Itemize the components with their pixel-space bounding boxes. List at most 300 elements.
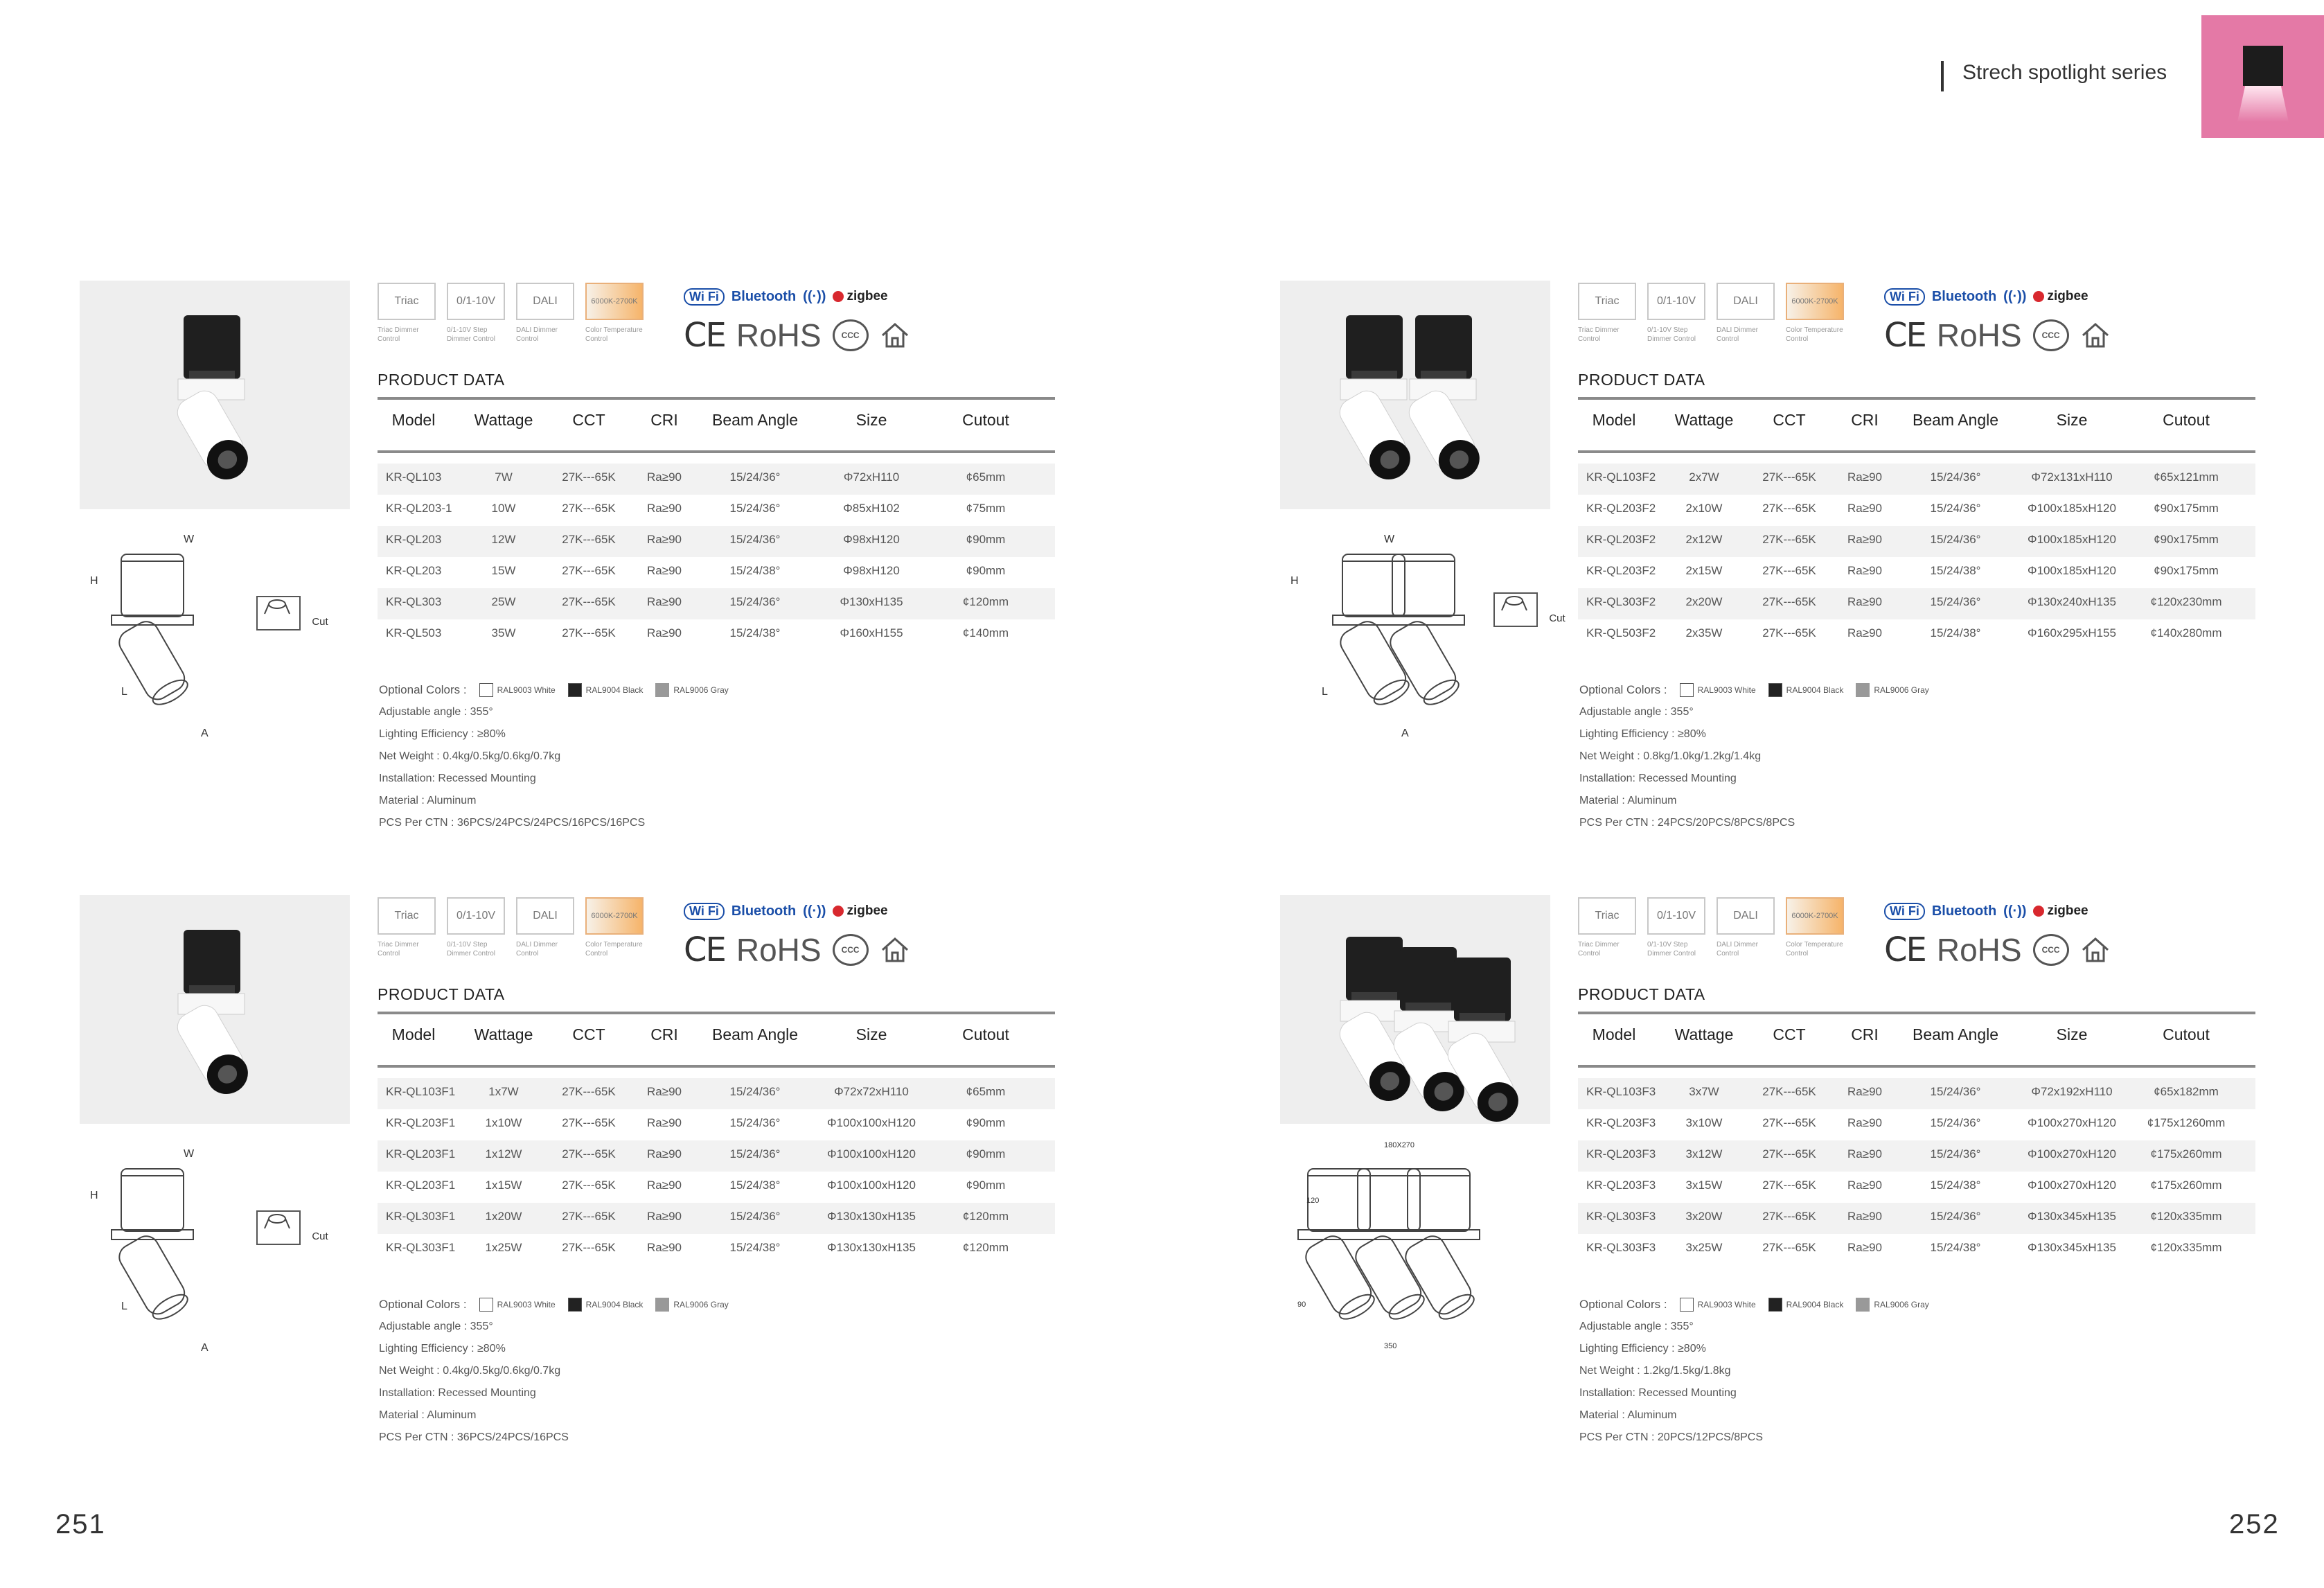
table-cell: Φ98xH120 <box>843 533 900 546</box>
table-row <box>378 588 1055 619</box>
black-swatch-label: RAL9004 Black <box>585 685 644 695</box>
table-cell: 1x20W <box>485 1210 522 1223</box>
table-cell: 15/24/36° <box>1930 1147 1981 1161</box>
wifi-icon: Wi Fi <box>684 288 725 306</box>
control-badge-caption: DALI Dimmer Control <box>516 326 558 343</box>
table-cell: Φ72x192xH110 <box>2031 1085 2113 1098</box>
spec-line: PCS Per CTN : 36PCS/24PCS/16PCS <box>379 1431 569 1443</box>
table-cell: Ra≥90 <box>1847 1085 1882 1098</box>
control-badge-label: 6000K-2700K <box>585 283 644 320</box>
table-cell: ¢175x260mm <box>2150 1147 2222 1161</box>
table-row <box>378 619 1055 651</box>
product-photo <box>1280 281 1550 509</box>
spec-line: Installation: Recessed Mounting <box>1579 773 1737 784</box>
light-beam-icon <box>2237 86 2289 122</box>
control-badge-label: DALI <box>1717 283 1775 320</box>
wifi-icon: Wi Fi <box>1884 903 1925 920</box>
table-cell: ¢175x260mm <box>2150 1179 2222 1192</box>
column-header: Beam Angle <box>711 1025 799 1043</box>
certifications <box>1884 283 2134 355</box>
control-badge <box>1717 283 1779 344</box>
rohs-mark-icon: RoHS <box>736 317 822 353</box>
spec-line: Lighting Efficiency : ≥80% <box>1579 1343 1706 1355</box>
table-cell: Ra≥90 <box>1847 533 1882 546</box>
zigbee-label: zigbee <box>846 289 888 303</box>
table-cell: 27K---65K <box>1762 626 1816 639</box>
table-cell: ¢90x175mm <box>2154 502 2219 515</box>
table-cell: Φ100x100xH120 <box>827 1147 916 1161</box>
table-cell: Ra≥90 <box>1847 1210 1882 1223</box>
table-cell: Ra≥90 <box>1847 1116 1882 1129</box>
home-icon <box>880 935 910 965</box>
rohs-mark-icon: RoHS <box>736 932 822 968</box>
table-cell: ¢140x280mm <box>2150 626 2222 639</box>
table-cell: 1x10W <box>485 1116 522 1129</box>
spec-line: Material : Aluminum <box>1579 1409 1677 1421</box>
table-cell: ¢90mm <box>966 564 1006 577</box>
product-block <box>1280 895 2324 1491</box>
table-cell: ¢120mm <box>962 1241 1009 1254</box>
control-badge <box>447 283 509 344</box>
column-header: Wattage <box>1674 411 1734 429</box>
table-cell: 27K---65K <box>562 1179 616 1192</box>
table-cell: ¢140mm <box>962 626 1009 639</box>
table-cell: 15/24/36° <box>729 1085 781 1098</box>
control-badge-caption: 0/1-10V Step Dimmer Control <box>447 326 496 343</box>
zigbee-icon <box>833 289 887 304</box>
page-number-left: 251 <box>55 1509 106 1540</box>
table-cell: Ra≥90 <box>647 1085 682 1098</box>
table-cell: 27K---65K <box>1762 470 1816 484</box>
table-cell: 15/24/38° <box>1930 626 1981 639</box>
control-badge <box>1578 897 1640 958</box>
table-row <box>378 1140 1055 1172</box>
column-header: Wattage <box>474 1025 533 1043</box>
table-cell: ¢90x175mm <box>2154 533 2219 546</box>
radio-icon: ((·)) <box>803 903 826 919</box>
control-badge-label: Triac <box>378 897 436 935</box>
spec-line: Adjustable angle : 355° <box>379 1321 493 1332</box>
table-cell: Φ72x72xH110 <box>834 1085 909 1098</box>
table-cell: 15/24/36° <box>729 1147 781 1161</box>
table-cell: KR-QL103F3 <box>1586 1085 1656 1098</box>
page-number-right: 252 <box>2229 1509 2280 1540</box>
table-cell: 27K---65K <box>562 1241 616 1254</box>
dimension-label: 90 <box>1297 1300 1306 1309</box>
table-row <box>1578 557 2255 588</box>
table-cell: KR-QL203F1 <box>386 1179 456 1192</box>
black-swatch-label: RAL9004 Black <box>1786 1300 1844 1309</box>
control-badge <box>1717 897 1779 958</box>
table-row <box>378 1234 1055 1265</box>
dimension-label: W <box>184 1148 195 1160</box>
spec-line: Net Weight : 1.2kg/1.5kg/1.8kg <box>1579 1365 1731 1377</box>
table-cell: KR-QL203F2 <box>1586 502 1656 515</box>
table-body <box>1578 1078 2255 1265</box>
table-cell: 27K---65K <box>562 1210 616 1223</box>
dimension-label: L <box>121 1300 127 1312</box>
white-swatch-label: RAL9003 White <box>1697 685 1756 695</box>
spec-line: Installation: Recessed Mounting <box>379 773 536 784</box>
ccc-mark-icon: CCC <box>833 934 869 966</box>
zigbee-label: zigbee <box>846 903 888 918</box>
table-cell: 1x12W <box>485 1147 522 1161</box>
table-cell: 27K---65K <box>562 1116 616 1129</box>
control-badge-label: 0/1-10V <box>447 897 505 935</box>
table-header-rule <box>1578 450 2255 453</box>
spec-line: Lighting Efficiency : ≥80% <box>379 1343 506 1355</box>
control-badge <box>1578 283 1640 344</box>
table-cell: KR-QL203F3 <box>1586 1147 1656 1161</box>
dimension-diagram <box>1280 527 1565 748</box>
table-cell: 27K---65K <box>562 564 616 577</box>
column-header: Wattage <box>474 411 533 429</box>
cut-label: Cut <box>312 616 328 628</box>
table-cell: Φ72xH110 <box>843 470 900 484</box>
table-row <box>378 526 1055 557</box>
table-cell: Ra≥90 <box>1847 564 1882 577</box>
table-cell: Ra≥90 <box>647 1179 682 1192</box>
table-cell: 27K---65K <box>1762 1085 1816 1098</box>
control-badge-caption: 0/1-10V Step Dimmer Control <box>1647 326 1696 343</box>
spec-line: PCS Per CTN : 24PCS/20PCS/8PCS/8PCS <box>1579 817 1795 829</box>
table-cell: Φ100x270xH120 <box>2028 1147 2116 1161</box>
black-swatch <box>1768 1298 1782 1312</box>
table-cell: Φ85xH102 <box>843 502 900 515</box>
spec-line: Net Weight : 0.4kg/0.5kg/0.6kg/0.7kg <box>379 750 561 762</box>
table-cell: 15/24/36° <box>729 1210 781 1223</box>
table-cell: 27K---65K <box>1762 1147 1816 1161</box>
table-top-rule <box>1578 1012 2255 1014</box>
table-row <box>1578 619 2255 651</box>
table-cell: 27K---65K <box>562 470 616 484</box>
gray-swatch-label: RAL9006 Gray <box>1874 685 1929 695</box>
column-header: Model <box>1592 1025 1636 1043</box>
column-header: Cutout <box>2163 1025 2210 1043</box>
control-badge-caption: Color Temperature Control <box>585 941 643 958</box>
gray-swatch-label: RAL9006 Gray <box>1874 1300 1929 1309</box>
table-cell: KR-QL203F1 <box>386 1147 456 1161</box>
cut-label: Cut <box>312 1230 328 1242</box>
optional-colors-label: Optional Colors : <box>379 1298 467 1311</box>
table-cell: 10W <box>491 502 516 515</box>
spec-line: Lighting Efficiency : ≥80% <box>379 728 506 740</box>
table-cell: Φ160x295xH155 <box>2028 626 2116 639</box>
gray-swatch <box>655 1298 669 1312</box>
product-photo <box>80 281 350 509</box>
bluetooth-icon: Bluetooth <box>1931 288 1997 304</box>
table-cell: KR-QL203-1 <box>386 502 452 515</box>
table-cell: Φ100x185xH120 <box>2028 502 2116 515</box>
table-header-rule <box>1578 1065 2255 1068</box>
radio-icon: ((·)) <box>2003 903 2027 919</box>
dimension-label: W <box>1384 533 1395 545</box>
control-badge-caption: Color Temperature Control <box>1786 326 1843 343</box>
black-swatch-label: RAL9004 Black <box>1786 685 1844 695</box>
table-cell: 15/24/38° <box>729 626 781 639</box>
home-icon <box>2080 320 2111 351</box>
home-icon <box>880 320 910 351</box>
cut-label: Cut <box>1549 612 1565 624</box>
certifications <box>684 897 933 967</box>
product-photo <box>1280 895 1550 1124</box>
series-title: Strech spotlight series <box>1962 61 2167 84</box>
spec-line: Material : Aluminum <box>379 795 477 806</box>
column-header: Model <box>1592 411 1636 429</box>
bluetooth-icon: Bluetooth <box>731 903 797 919</box>
spec-line: Net Weight : 0.4kg/0.5kg/0.6kg/0.7kg <box>379 1365 561 1377</box>
column-header: Cutout <box>962 411 1009 429</box>
control-badge <box>1786 897 1848 958</box>
dimension-diagram <box>80 527 329 748</box>
table-header <box>1578 411 2255 439</box>
table-row <box>1578 1203 2255 1234</box>
table-cell: 27K---65K <box>1762 595 1816 608</box>
table-cell: 27K---65K <box>562 595 616 608</box>
column-header: Size <box>855 411 887 429</box>
control-badge-caption: 0/1-10V Step Dimmer Control <box>1647 941 1696 958</box>
control-badge <box>1647 897 1710 958</box>
control-badge-label: DALI <box>516 283 574 320</box>
column-header: Wattage <box>1674 1025 1734 1043</box>
control-badge-label: 6000K-2700K <box>585 897 644 935</box>
white-swatch <box>1680 1298 1694 1312</box>
control-badges <box>378 283 668 352</box>
table-header <box>378 1025 1055 1053</box>
table-cell: Ra≥90 <box>1847 626 1882 639</box>
spec-line: PCS Per CTN : 20PCS/12PCS/8PCS <box>1579 1431 1763 1443</box>
cut-icon <box>1493 592 1565 627</box>
table-cell: Ra≥90 <box>647 595 682 608</box>
column-header: CCT <box>1773 1025 1806 1043</box>
dimension-label: L <box>121 686 127 698</box>
table-row <box>378 557 1055 588</box>
table-cell: KR-QL203F1 <box>386 1116 456 1129</box>
table-cell: Φ130x240xH135 <box>2028 595 2116 608</box>
dimension-label: W <box>184 533 195 545</box>
table-cell: Φ98xH120 <box>843 564 900 577</box>
table-cell: 15/24/36° <box>1930 533 1981 546</box>
table-cell: 2x10W <box>1685 502 1723 515</box>
spec-line: PCS Per CTN : 36PCS/24PCS/24PCS/16PCS/16PCS <box>379 817 646 829</box>
table-cell: 15/24/38° <box>729 1179 781 1192</box>
table-row <box>378 1172 1055 1203</box>
control-badge-label: 6000K-2700K <box>1786 897 1844 935</box>
control-badge-caption: 0/1-10V Step Dimmer Control <box>447 941 496 958</box>
control-badges <box>1578 897 1869 967</box>
control-badge-caption: Triac Dimmer Control <box>1578 326 1620 343</box>
ce-mark-icon: CE <box>1884 930 1926 969</box>
table-cell: KR-QL503 <box>386 626 442 639</box>
zigbee-label: zigbee <box>2047 903 2088 918</box>
dimension-diagram <box>1280 1141 1529 1363</box>
table-cell: Ra≥90 <box>647 1147 682 1161</box>
spec-list <box>1579 1294 2064 1449</box>
control-badge <box>378 897 440 958</box>
zigbee-icon <box>833 903 887 919</box>
wifi-icon: Wi Fi <box>684 903 725 920</box>
table-cell: KR-QL103 <box>386 470 442 484</box>
zigbee-icon <box>2033 289 2088 304</box>
table-cell: 15/24/36° <box>1930 1210 1981 1223</box>
control-badge <box>516 897 578 958</box>
table-body <box>378 1078 1055 1265</box>
optional-colors-label: Optional Colors : <box>1579 1298 1667 1311</box>
table-cell: 1x15W <box>485 1179 522 1192</box>
spec-line: Material : Aluminum <box>1579 795 1677 806</box>
table-row <box>1578 1140 2255 1172</box>
table-cell: 15/24/36° <box>729 1116 781 1129</box>
ce-mark-icon: CE <box>684 930 725 969</box>
table-cell: 15/24/36° <box>1930 1116 1981 1129</box>
optional-colors-label: Optional Colors : <box>379 683 467 696</box>
table-cell: ¢120x230mm <box>2150 595 2222 608</box>
spec-list <box>379 1294 864 1449</box>
product-data-title: PRODUCT DATA <box>1578 371 1705 389</box>
gray-swatch-label: RAL9006 Gray <box>673 1300 729 1309</box>
control-badges <box>378 897 668 967</box>
certifications <box>684 283 933 355</box>
table-cell: KR-QL103F1 <box>386 1085 456 1098</box>
control-badge <box>1786 283 1848 344</box>
table-row <box>378 495 1055 526</box>
table-cell: 15/24/36° <box>1930 1085 1981 1098</box>
spec-line: Installation: Recessed Mounting <box>1579 1387 1737 1399</box>
table-cell: ¢90mm <box>966 1116 1006 1129</box>
optional-colors <box>379 1294 864 1316</box>
table-cell: KR-QL303F3 <box>1586 1241 1656 1254</box>
radio-icon: ((·)) <box>2003 288 2027 304</box>
table-cell: KR-QL303F1 <box>386 1241 456 1254</box>
dimension-label: 120 <box>1306 1197 1320 1205</box>
table-row <box>1578 588 2255 619</box>
table-cell: 15/24/36° <box>1930 470 1981 484</box>
black-swatch-label: RAL9004 Black <box>585 1300 644 1309</box>
product-data-title: PRODUCT DATA <box>1578 985 1705 1003</box>
table-header-rule <box>378 450 1055 453</box>
dimension-label: 180X270 <box>1384 1141 1415 1149</box>
table-cell: 27K---65K <box>1762 1210 1816 1223</box>
control-badge <box>516 283 578 344</box>
gray-swatch <box>1856 1298 1870 1312</box>
gray-swatch <box>655 683 669 697</box>
column-header: Model <box>391 411 436 429</box>
table-cell: Φ100x185xH120 <box>2028 564 2116 577</box>
table-cell: KR-QL203F2 <box>1586 533 1656 546</box>
ccc-mark-icon: CCC <box>2033 934 2069 966</box>
table-cell: Φ100x100xH120 <box>827 1116 916 1129</box>
table-cell: 1x7W <box>488 1085 519 1098</box>
black-swatch <box>568 1298 582 1312</box>
table-cell: Ra≥90 <box>647 626 682 639</box>
table-cell: 27K---65K <box>562 1085 616 1098</box>
control-badge-caption: Color Temperature Control <box>1786 941 1843 958</box>
dimension-label: L <box>1322 686 1328 698</box>
table-cell: ¢175x1260mm <box>2147 1116 2226 1129</box>
table-cell: 7W <box>495 470 513 484</box>
column-header: Model <box>391 1025 436 1043</box>
bluetooth-icon: Bluetooth <box>731 288 797 304</box>
spec-line: Adjustable angle : 355° <box>379 706 493 718</box>
table-cell: 25W <box>491 595 516 608</box>
table-row <box>378 464 1055 495</box>
table-cell: ¢90mm <box>966 533 1006 546</box>
radio-icon: ((·)) <box>803 288 826 304</box>
column-header: CRI <box>1851 411 1879 429</box>
control-badge <box>378 283 440 344</box>
white-swatch-label: RAL9003 White <box>1697 1300 1756 1309</box>
cut-icon <box>256 596 328 630</box>
gray-swatch <box>1856 683 1870 697</box>
ce-mark-icon: CE <box>684 316 725 355</box>
table-cell: Ra≥90 <box>647 502 682 515</box>
table-cell: 27K---65K <box>562 626 616 639</box>
control-badge-label: 0/1-10V <box>1647 897 1705 935</box>
table-header <box>378 411 1055 439</box>
optional-colors-label: Optional Colors : <box>1579 683 1667 696</box>
gray-swatch-label: RAL9006 Gray <box>673 685 729 695</box>
table-cell: 1x25W <box>485 1241 522 1254</box>
table-cell: Φ72x131xH110 <box>2031 470 2113 484</box>
cut-icon <box>256 1210 328 1245</box>
control-badge-label: 6000K-2700K <box>1786 283 1844 320</box>
table-cell: Φ130x345xH135 <box>2028 1241 2116 1254</box>
table-cell: ¢65x121mm <box>2154 470 2219 484</box>
table-cell: 12W <box>491 533 516 546</box>
control-badge-label: DALI <box>1717 897 1775 935</box>
table-cell: KR-QL203 <box>386 533 442 546</box>
product-block <box>80 281 1174 876</box>
control-badge-label: 0/1-10V <box>1647 283 1705 320</box>
table-cell: ¢65x182mm <box>2154 1085 2219 1098</box>
spec-line: Adjustable angle : 355° <box>1579 1321 1694 1332</box>
table-cell: Φ100x100xH120 <box>827 1179 916 1192</box>
optional-colors <box>379 679 864 701</box>
table-cell: 27K---65K <box>562 1147 616 1161</box>
table-cell: KR-QL203F3 <box>1586 1179 1656 1192</box>
rohs-mark-icon: RoHS <box>1936 932 2022 968</box>
control-badge-caption: DALI Dimmer Control <box>1717 326 1759 343</box>
column-header: Beam Angle <box>1912 1025 1999 1043</box>
column-header: CRI <box>650 411 678 429</box>
ccc-mark-icon: CCC <box>2033 319 2069 351</box>
table-cell: KR-QL503F2 <box>1586 626 1656 639</box>
table-cell: 15/24/36° <box>1930 595 1981 608</box>
dimension-label: A <box>1401 727 1409 739</box>
control-badge-caption: Triac Dimmer Control <box>1578 941 1620 958</box>
table-cell: 2x35W <box>1685 626 1723 639</box>
table-row <box>1578 1109 2255 1140</box>
table-cell: 27K---65K <box>1762 1179 1816 1192</box>
table-cell: ¢120x335mm <box>2150 1241 2222 1254</box>
table-cell: 15/24/38° <box>729 1241 781 1254</box>
control-badge-caption: DALI Dimmer Control <box>1717 941 1759 958</box>
dimension-label: 350 <box>1384 1342 1397 1350</box>
table-cell: Ra≥90 <box>1847 1147 1882 1161</box>
column-header: Size <box>2056 1025 2088 1043</box>
table-body <box>1578 464 2255 651</box>
table-cell: Φ100x270xH120 <box>2028 1179 2116 1192</box>
table-cell: Ra≥90 <box>1847 1179 1882 1192</box>
table-top-rule <box>378 1012 1055 1014</box>
product-block <box>80 895 1174 1491</box>
spotlight-icon <box>2243 46 2283 86</box>
control-badge <box>447 897 509 958</box>
table-cell: Φ100x185xH120 <box>2028 533 2116 546</box>
table-cell: ¢90mm <box>966 1179 1006 1192</box>
table-cell: 15W <box>491 564 516 577</box>
table-cell: Ra≥90 <box>1847 595 1882 608</box>
